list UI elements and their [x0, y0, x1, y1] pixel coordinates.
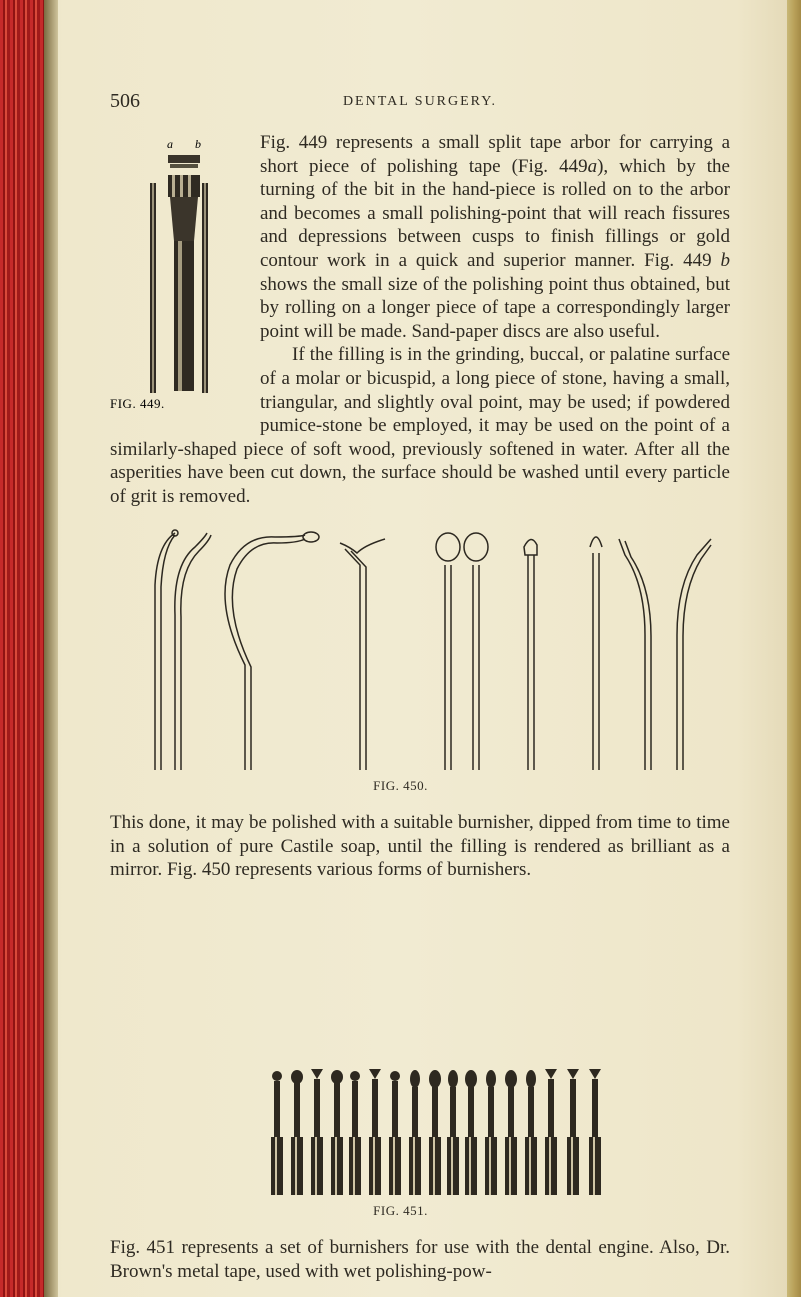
fig449-tape-arbor-illustration	[110, 131, 252, 418]
paragraph-1-part-2: ), which by the turning of the bit in the hand-piece is rolled on to the arbor and becomes a small polishing-point that will reach fissures and depressions between cusps to finish fillings or gold contour work in a quick and superior manner. Fig. 449	[260, 155, 730, 271]
fig-ref-a: a	[587, 155, 598, 177]
book-binding-left	[0, 0, 44, 1297]
fig449-caption: FIG. 449.	[110, 396, 165, 411]
paragraph-2: This done, it may be polished with a suitable burnisher, dipped from time to time in a solution of pure Castile soap, until the filling is rendered as brilliant as a mirror. Fig. 450 represents various forms of burnishers.	[110, 812, 730, 881]
fig450-burnishers-illustration	[145, 525, 715, 775]
paragraph-1-part-1: Fig. 449 represents a small split tape arbor for carrying a short piece of polishing tape (Fig. 449	[260, 132, 730, 177]
fig449-label-b: b	[195, 137, 201, 151]
figure-449	[110, 131, 252, 418]
running-title: DENTAL SURGERY.	[342, 94, 498, 109]
fig451-engine-burnishers-illustration	[269, 1069, 605, 1199]
fig-ref-b: b	[720, 249, 730, 271]
paragraph-block-3	[110, 1236, 730, 1283]
page-number: 506	[110, 90, 140, 112]
page-edge-right	[787, 0, 801, 1297]
paragraph-block-1	[110, 131, 730, 509]
paragraph-block-2	[110, 811, 730, 882]
figure-450	[145, 525, 715, 775]
fig449-label-a: a	[167, 137, 173, 151]
paragraph-1b: If the filling is in the grinding, buccal, or palatine surface of a molar or bicuspid, a long piece of stone, having a small, triangular, and slightly oval point, may be used; if powdered pumice-stone be employed, it may be used on the point of a similarly-shaped piece of soft wood, previously softened in water. After all the asperities have been cut down, the surface should be washed until every particle of grit is removed.	[110, 344, 730, 507]
figure-451	[269, 1069, 605, 1199]
fig450-caption: FIG. 450.	[373, 778, 428, 793]
paragraph-1-part-3: shows the small size of the polishing point thus obtained, but by rolling on a longer piece of tape a correspondingly larger point will be made. Sand-paper discs are also useful.	[260, 273, 730, 342]
running-head	[110, 90, 730, 116]
paragraph-3: Fig. 451 represents a set of burnishers for use with the dental engine. Also, Dr. Brown's metal tape, used with wet polishing-pow-	[110, 1237, 730, 1282]
fig451-caption: FIG. 451.	[373, 1203, 428, 1218]
